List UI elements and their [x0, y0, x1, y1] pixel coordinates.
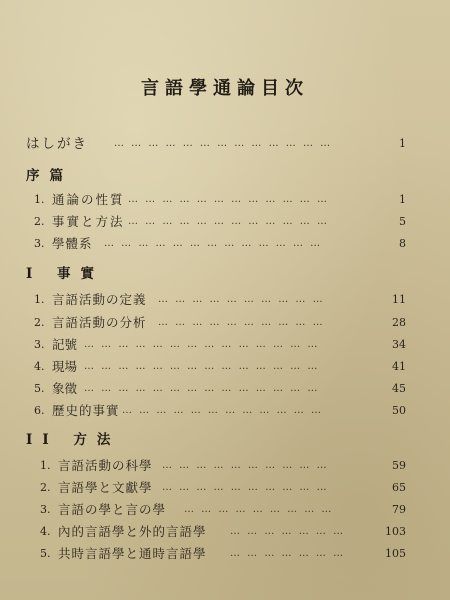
toc-entry-page: 11 [392, 293, 406, 306]
toc-entry [0, 290, 450, 310]
toc-entry-number: 2. [34, 215, 45, 228]
toc-entry-number: 1. [34, 293, 45, 306]
leader-dots: … … … … … … … … … [184, 504, 334, 515]
toc-entry-number: 1. [34, 193, 45, 206]
toc-entry-number: 4. [40, 525, 51, 538]
leader-dots: … … … … … … … … … … [162, 482, 329, 493]
toc-entry [0, 313, 450, 333]
toc-entry-number: 3. [34, 338, 45, 351]
toc-entry [0, 234, 450, 254]
toc-entry [0, 401, 450, 421]
toc-entry-page: 45 [392, 382, 406, 395]
leader-dots: … … … … … … … [230, 526, 346, 537]
leader-dots: … … … … … … … [230, 548, 346, 559]
toc-entry-page: 5 [399, 215, 406, 228]
leader-dots: … … … … … … … … … … … … [122, 405, 323, 416]
toc-entry-page: 41 [392, 360, 406, 373]
toc-entry-label: 內的言語學と外的言語學 [58, 524, 207, 539]
toc-entry-page: 28 [392, 316, 406, 329]
toc-entry [0, 544, 450, 564]
toc-entry-label: 言語活動の分析 [52, 315, 147, 330]
toc-entry [0, 522, 450, 542]
toc-entry-label: 學體系 [52, 236, 93, 251]
toc-entry [0, 456, 450, 476]
leader-dots: … … … … … … … … … … [158, 294, 325, 305]
toc-entry-label: 共時言語學と通時言語學 [58, 546, 207, 561]
toc-entry-page: 103 [385, 525, 406, 538]
toc-entry-label: 記號 [52, 337, 78, 352]
toc-entry-page: 79 [392, 503, 406, 516]
toc-entry-page: 1 [399, 137, 406, 150]
toc-entry-number: 1. [40, 459, 51, 472]
toc-entry-label: 象徵 [52, 381, 78, 396]
section-heading-methods: II 方法 [26, 432, 121, 448]
section-heading-intro: 序篇 [26, 168, 73, 184]
toc-entry [0, 478, 450, 498]
section-heading-facts: I 事實 [26, 266, 105, 282]
toc-entry-number: 3. [34, 237, 45, 250]
toc-entry-label: 言語活動の科學 [58, 458, 153, 473]
leader-dots: … … … … … … … … … … … … … … [84, 339, 320, 350]
toc-entry-label: はしがき [26, 136, 88, 152]
toc-entry [0, 335, 450, 355]
leader-dots: … … … … … … … … … … [162, 460, 329, 471]
toc-entry-label: 事實と方法 [52, 214, 125, 229]
toc-entry-label: 通論の性質 [52, 192, 125, 207]
toc-entry-label: 言語活動の定義 [52, 292, 147, 307]
toc-entry-number: 5. [34, 382, 45, 395]
toc-entry-number: 2. [34, 316, 45, 329]
toc-entry-label: 言語學と文獻學 [58, 480, 153, 495]
toc-entry [0, 379, 450, 399]
toc-entry-number: 4. [34, 360, 45, 373]
toc-entry-number: 6. [34, 404, 45, 417]
toc-entry-number: 3. [40, 503, 51, 516]
toc-entry-page: 50 [392, 404, 406, 417]
toc-entry-page: 59 [392, 459, 406, 472]
toc-entry-page: 65 [392, 481, 406, 494]
toc-entry [0, 357, 450, 377]
toc-entry-number: 5. [40, 547, 51, 560]
leader-dots: … … … … … … … … … … … … … [114, 138, 333, 149]
toc-entry [0, 212, 450, 232]
leader-dots: … … … … … … … … … … … … … [104, 238, 323, 249]
toc-entry [0, 500, 450, 520]
toc-entry-label: 言語の學と言の學 [58, 502, 167, 517]
leader-dots: … … … … … … … … … … … … [128, 194, 329, 205]
leader-dots: … … … … … … … … … … … … [128, 216, 329, 227]
page-title: 言語學通論目次 [141, 78, 309, 99]
toc-entry-number: 2. [40, 481, 51, 494]
toc-entry-page: 34 [392, 338, 406, 351]
leader-dots: … … … … … … … … … … … … … … [84, 383, 320, 394]
toc-entry-preface [0, 134, 450, 154]
leader-dots: … … … … … … … … … … [158, 317, 325, 328]
toc-entry [0, 190, 450, 210]
leader-dots: … … … … … … … … … … … … … … [84, 361, 320, 372]
toc-entry-label: 現場 [52, 359, 78, 374]
toc-entry-page: 8 [399, 237, 406, 250]
toc-entry-label: 歷史的事實 [52, 403, 120, 418]
toc-entry-page: 1 [399, 193, 406, 206]
toc-entry-page: 105 [385, 547, 406, 560]
